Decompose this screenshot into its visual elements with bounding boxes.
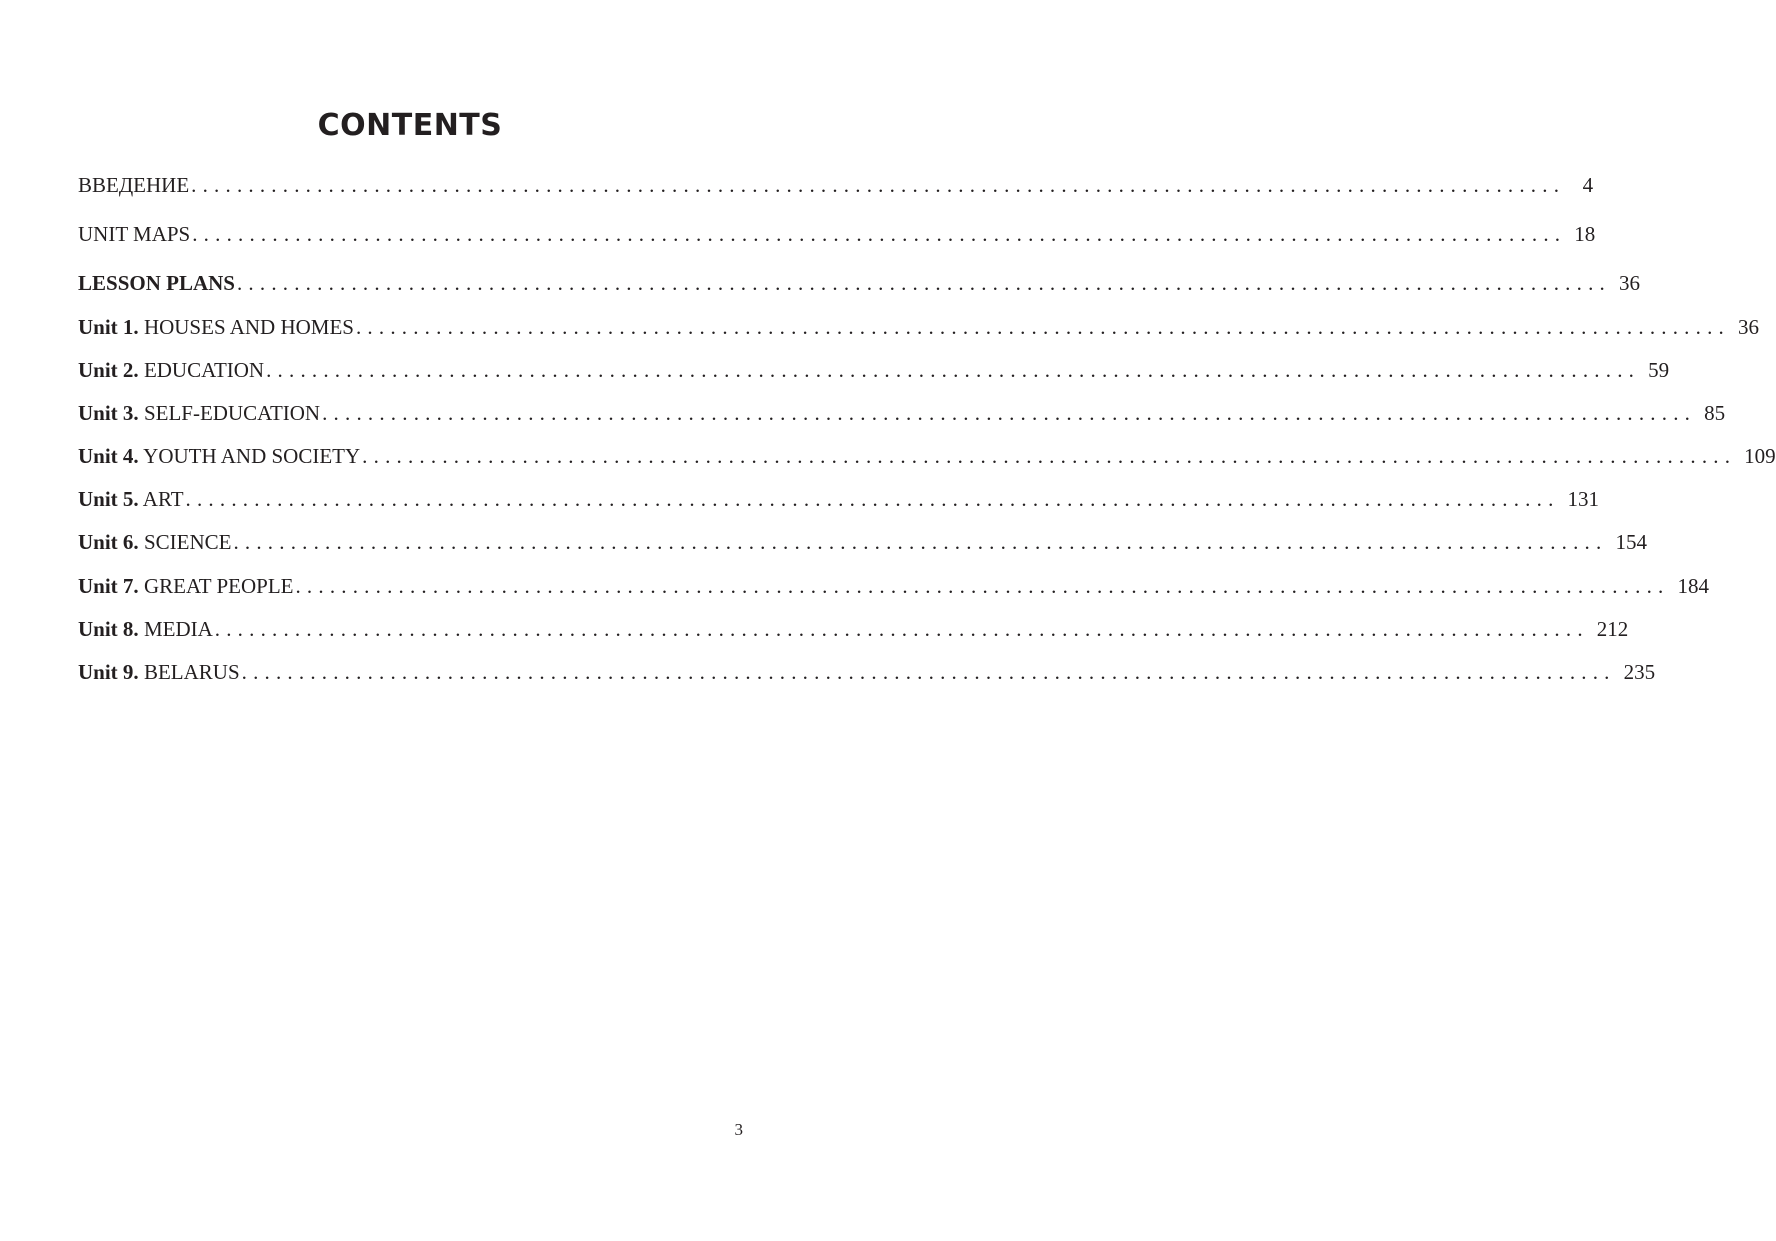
entry-title (78, 615, 213, 643)
entry-title (78, 171, 189, 199)
entry-prefix: Unit 9. (78, 660, 139, 684)
toc-entry-unit-7[interactable] (78, 572, 1709, 600)
entry-prefix: Unit 3. (78, 401, 139, 425)
dot-leader: ........................................................................................................................ (192, 222, 1567, 246)
entry-title (78, 658, 240, 686)
entry-title (78, 313, 354, 341)
entry-label: MEDIA (143, 617, 213, 641)
page-number: 3 (734, 1120, 743, 1139)
entry-page-number: 131 (1567, 487, 1600, 511)
entry-title (78, 572, 293, 600)
entry-page-number: 212 (1596, 617, 1629, 641)
toc-entry-introduction[interactable] (78, 171, 1594, 199)
entry-title (78, 220, 190, 248)
entry-label: SCIENCE (143, 530, 232, 554)
entry-page-number: 59 (1648, 358, 1670, 382)
toc-entry-unit-5[interactable] (78, 485, 1600, 513)
toc-entry-lesson-plans[interactable] (78, 269, 1640, 297)
dot-leader: ........................................................................................................................ (322, 401, 1697, 425)
entry-page-number: 109 (1744, 444, 1776, 468)
entry-title (78, 399, 320, 427)
toc-entry-unit-3[interactable] (78, 399, 1726, 427)
entry-label: ВВЕДЕНИЕ (78, 173, 190, 197)
dot-leader: ........................................................................................................................ (295, 574, 1670, 598)
dot-leader: ........................................................................................................................ (241, 660, 1616, 684)
entry-title (78, 485, 184, 513)
entry-prefix: Unit 6. (78, 530, 139, 554)
entry-label: YOUTH AND SOCIETY (143, 444, 361, 468)
dot-leader: ........................................................................................................................ (355, 315, 1730, 339)
dot-leader: ........................................................................................................................ (191, 173, 1566, 197)
toc-entry-unit-6[interactable] (78, 528, 1647, 556)
dot-leader: ........................................................................................................................ (214, 617, 1589, 641)
entry-page-number: 18 (1574, 222, 1596, 246)
dot-leader: ........................................................................................................................ (233, 530, 1608, 554)
entry-title (78, 356, 264, 384)
entry-page-number: 4 (1582, 173, 1594, 197)
entry-page-number: 36 (1737, 315, 1759, 339)
entry-prefix: Unit 8. (78, 617, 139, 641)
entry-label: BELARUS (143, 660, 240, 684)
entry-label: SELF-EDUCATION (143, 401, 321, 425)
dot-leader: ........................................................................................................................ (185, 487, 1560, 511)
entry-title (78, 528, 231, 556)
entry-page-number: 235 (1623, 660, 1656, 684)
page-title: CONTENTS (317, 108, 503, 143)
toc-entry-unit-9[interactable] (78, 658, 1656, 686)
entry-prefix: Unit 7. (78, 574, 139, 598)
dot-leader: ........................................................................................................................ (362, 444, 1737, 468)
toc-entry-unit-4[interactable] (78, 442, 1776, 470)
entry-label: GREAT PEOPLE (143, 574, 294, 598)
entry-label: ART (142, 487, 184, 511)
entry-label: LESSON PLANS (78, 271, 235, 295)
toc-entry-unit-2[interactable] (78, 356, 1670, 384)
entry-page-number: 154 (1615, 530, 1647, 554)
entry-page-number: 85 (1704, 401, 1726, 425)
entry-prefix: Unit 1. (78, 315, 139, 339)
toc-entry-unit-8[interactable] (78, 615, 1629, 643)
toc-entry-unit-maps[interactable] (78, 220, 1596, 248)
entry-prefix: Unit 4. (78, 444, 139, 468)
entry-prefix: Unit 2. (78, 358, 139, 382)
entry-label: HOUSES AND HOMES (143, 315, 354, 339)
entry-title (78, 269, 235, 297)
dot-leader: ........................................................................................................................ (266, 358, 1641, 382)
toc-entry-unit-1[interactable] (78, 313, 1759, 341)
entry-title (78, 442, 360, 470)
dot-leader: ........................................................................................................................ (236, 271, 1611, 295)
entry-label: EDUCATION (143, 358, 265, 382)
entry-prefix: Unit 5. (78, 487, 139, 511)
entry-label: UNIT MAPS (78, 222, 191, 246)
entry-page-number: 184 (1677, 574, 1709, 598)
entry-page-number: 36 (1618, 271, 1640, 295)
